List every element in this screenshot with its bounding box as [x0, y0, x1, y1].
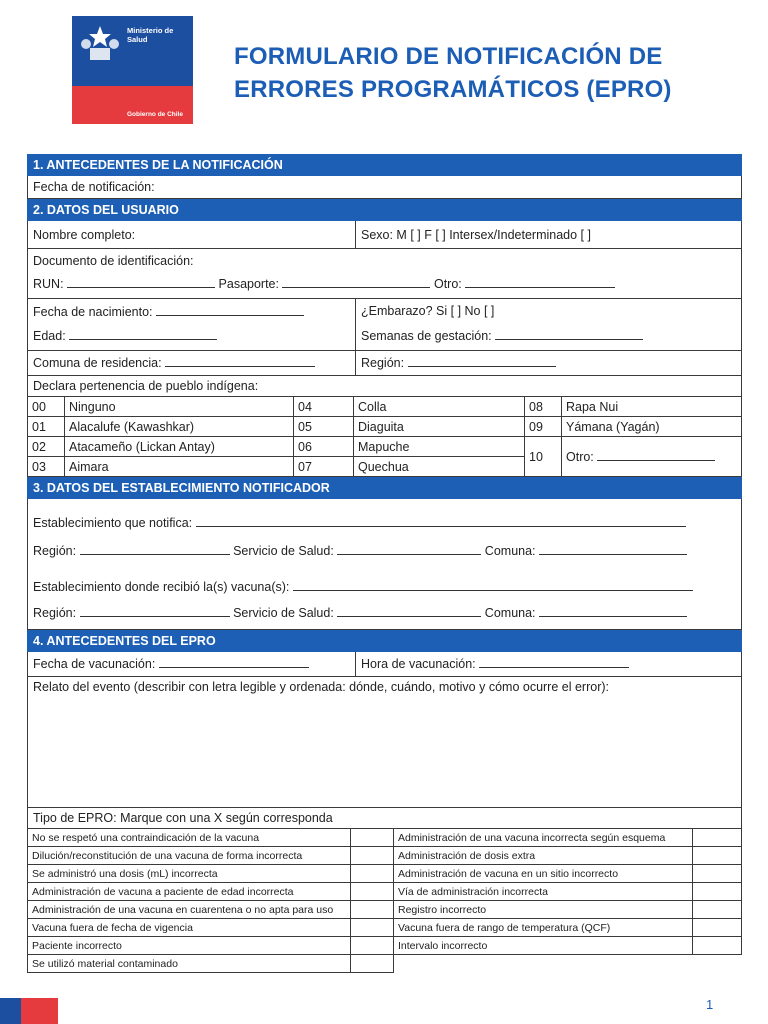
- table-row: 02 Atacameño (Lickan Antay) 06 Mapuche 10 Otro:: [28, 437, 742, 457]
- section-3-header: 3. DATOS DEL ESTABLECIMIENTO NOTIFICADOR: [27, 477, 742, 499]
- tipo-epro-label: Paciente incorrecto: [28, 937, 351, 955]
- tipo-epro-checkbox[interactable]: [693, 883, 742, 901]
- pueblo-label: Declara pertenencia de pueblo indígena:: [27, 376, 742, 396]
- pueblo-option[interactable]: Colla: [354, 397, 525, 417]
- tipo-epro-table: [27, 828, 742, 973]
- pueblo-option[interactable]: Aimara: [65, 457, 294, 477]
- tipo-epro-label: No se respetó una contraindicación de la vacuna: [28, 829, 351, 847]
- pueblo-otro-field[interactable]: Otro:: [562, 437, 742, 477]
- ministry-name: Ministerio de Salud: [127, 26, 174, 44]
- notification-form: [27, 154, 742, 973]
- fecha-nacimiento-field[interactable]: Fecha de nacimiento:: [33, 305, 153, 319]
- tipo-epro-label: Tipo de EPRO: Marque con una X según corresponda: [27, 808, 742, 828]
- table-row: 00 Ninguno 04 Colla 08 Rapa Nui: [28, 397, 742, 417]
- tipo-epro-checkbox[interactable]: [693, 829, 742, 847]
- chile-coat-of-arms-icon: [78, 22, 122, 66]
- tipo-epro-label: Vacuna fuera de fecha de vigencia: [28, 919, 351, 937]
- page-number: 1: [706, 997, 714, 1012]
- table-row: [28, 847, 742, 865]
- tipo-epro-checkbox[interactable]: [351, 847, 394, 865]
- footer-red-bar: [21, 998, 58, 1024]
- tipo-epro-checkbox[interactable]: [693, 865, 742, 883]
- section-2-header: 2. DATOS DEL USUARIO: [27, 199, 742, 221]
- tipo-epro-label: Administración de vacuna a paciente de edad incorrecta: [28, 883, 351, 901]
- tipo-epro-label: Vacuna fuera de rango de temperatura (QCF): [394, 919, 693, 937]
- tipo-epro-checkbox[interactable]: [693, 937, 742, 955]
- fecha-notificacion-field[interactable]: Fecha de notificación:: [27, 176, 742, 199]
- tipo-epro-checkbox[interactable]: [351, 829, 394, 847]
- empty-cell: [394, 955, 742, 973]
- tipo-epro-label: Vía de administración incorrecta: [394, 883, 693, 901]
- establecimiento-field[interactable]: Establecimiento que notifica:: [33, 516, 193, 530]
- tipo-epro-label: Administración de una vacuna en cuarentena o no apta para uso: [28, 901, 351, 919]
- region-residencia-field[interactable]: Región:: [361, 356, 405, 370]
- region-vacuna-field[interactable]: Región:: [33, 606, 77, 620]
- pueblo-option[interactable]: Atacameño (Lickan Antay): [65, 437, 294, 457]
- table-row: [28, 865, 742, 883]
- table-row: [28, 901, 742, 919]
- footer-blue-bar: [0, 998, 21, 1024]
- table-row: [28, 829, 742, 847]
- table-row: [28, 883, 742, 901]
- section-1-header: 1. ANTECEDENTES DE LA NOTIFICACIÓN: [27, 154, 742, 176]
- table-row: [28, 937, 742, 955]
- run-field[interactable]: RUN:: [33, 277, 64, 291]
- pueblo-option[interactable]: Mapuche: [354, 437, 525, 457]
- government-name: Gobierno de Chile: [127, 111, 183, 118]
- pueblo-option[interactable]: Yámana (Yagán): [562, 417, 742, 437]
- comuna-residencia-field[interactable]: Comuna de residencia:: [33, 356, 162, 370]
- tipo-epro-label: Intervalo incorrecto: [394, 937, 693, 955]
- table-row: 01 Alacalufe (Kawashkar) 05 Diaguita 09 Yámana (Yagán): [28, 417, 742, 437]
- ministry-logo: [72, 16, 193, 124]
- pueblo-option[interactable]: Diaguita: [354, 417, 525, 437]
- pueblo-option[interactable]: Rapa Nui: [562, 397, 742, 417]
- semanas-field[interactable]: Semanas de gestación:: [361, 329, 492, 343]
- nombre-field[interactable]: Nombre completo:: [28, 221, 356, 248]
- tipo-epro-label: Se administró una dosis (mL) incorrecta: [28, 865, 351, 883]
- servicio-salud-field[interactable]: Servicio de Salud:: [233, 544, 334, 558]
- table-row: [28, 955, 742, 973]
- edad-field[interactable]: Edad:: [33, 329, 66, 343]
- pueblo-option[interactable]: Ninguno: [65, 397, 294, 417]
- tipo-epro-checkbox[interactable]: [351, 883, 394, 901]
- tipo-epro-checkbox[interactable]: [351, 955, 394, 973]
- tipo-epro-checkbox[interactable]: [693, 901, 742, 919]
- tipo-epro-checkbox[interactable]: [693, 847, 742, 865]
- establecimiento-block: [27, 499, 742, 630]
- sexo-field[interactable]: Sexo: M [ ] F [ ] Intersex/Indeterminado [ ]: [361, 228, 591, 242]
- section-4-header: 4. ANTECEDENTES DEL EPRO: [27, 630, 742, 652]
- pueblo-option[interactable]: Alacalufe (Kawashkar): [65, 417, 294, 437]
- documento-row: Documento de identificación: RUN: Pasaporte: Otro:: [27, 249, 742, 299]
- tipo-epro-checkbox[interactable]: [351, 901, 394, 919]
- relato-field[interactable]: Relato del evento (describir con letra legible y ordenada: dónde, cuándo, motivo y cómo ocurre el error):: [27, 677, 742, 808]
- region-establecimiento-field[interactable]: Región:: [33, 544, 77, 558]
- pueblos-table: [27, 396, 742, 477]
- tipo-epro-label: Se utilizó material contaminado: [28, 955, 351, 973]
- tipo-epro-label: Administración de dosis extra: [394, 847, 693, 865]
- comuna-establecimiento-field[interactable]: Comuna:: [484, 544, 536, 558]
- table-row: 03 Aimara 07 Quechua: [28, 457, 742, 477]
- servicio-salud-vacuna-field[interactable]: Servicio de Salud:: [233, 606, 334, 620]
- pasaporte-field[interactable]: Pasaporte:: [218, 277, 279, 291]
- tipo-epro-checkbox[interactable]: [693, 919, 742, 937]
- tipo-epro-checkbox[interactable]: [351, 919, 394, 937]
- fecha-vacunacion-field[interactable]: Fecha de vacunación:: [33, 657, 156, 671]
- tipo-epro-label: Administración de una vacuna incorrecta según esquema: [394, 829, 693, 847]
- pueblo-option[interactable]: Quechua: [354, 457, 525, 477]
- tipo-epro-checkbox[interactable]: [351, 865, 394, 883]
- establecimiento-vacuna-field[interactable]: Establecimiento donde recibió la(s) vacuna(s):: [33, 580, 290, 594]
- tipo-epro-label: Administración de vacuna en un sitio incorrecto: [394, 865, 693, 883]
- tipo-epro-label: Registro incorrecto: [394, 901, 693, 919]
- form-title: FORMULARIO DE NOTIFICACIÓN DE ERRORES PROGRAMÁTICOS (EPRO): [234, 43, 672, 103]
- otro-field[interactable]: Otro:: [433, 277, 462, 291]
- hora-vacunacion-field[interactable]: Hora de vacunación:: [361, 657, 476, 671]
- tipo-epro-label: Dilución/reconstitución de una vacuna de forma incorrecta: [28, 847, 351, 865]
- tipo-epro-checkbox[interactable]: [351, 937, 394, 955]
- table-row: [28, 919, 742, 937]
- embarazo-field[interactable]: ¿Embarazo? Si [ ] No [ ]: [361, 304, 495, 318]
- comuna-vacuna-field[interactable]: Comuna:: [484, 606, 536, 620]
